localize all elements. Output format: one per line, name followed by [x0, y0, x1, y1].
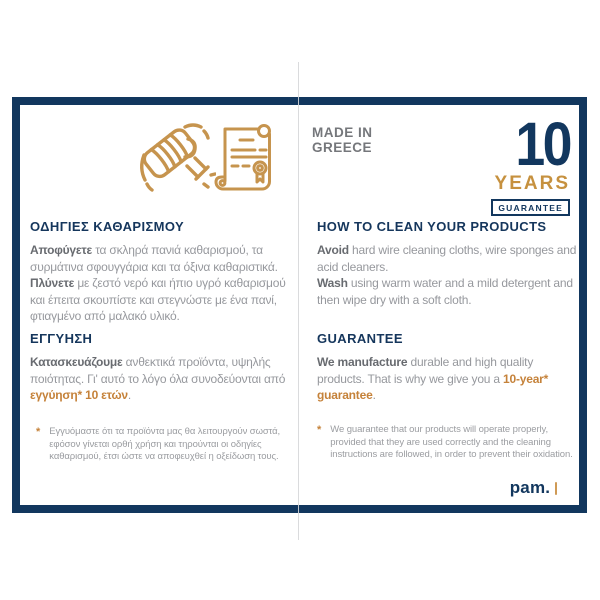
lead-word: Avoid — [317, 243, 349, 257]
paragraph-text: με ζεστό νερό και ήπιο υγρό καθαρισμού και έπειτα σκουπίστε και στεγνώστε με ένα πανί, φτιαγμένο από μαλακό υλικό. — [30, 276, 286, 323]
cleaning-paragraph-1-greek — [30, 242, 302, 275]
brand-dot: . — [545, 478, 550, 497]
pam-logo — [510, 478, 557, 498]
lead-word: Πλύνετε — [30, 276, 75, 290]
period: . — [127, 388, 132, 402]
center-fold-line — [298, 62, 299, 540]
lead-word: Wash — [317, 276, 348, 290]
badge-number: 10 — [515, 110, 570, 178]
footnote-greek — [36, 426, 298, 464]
brand-bar-icon — [555, 482, 557, 495]
footnote-text: We guarantee that our products will operate properly, provided that they are used correctly and the cleaning instructions are followed, in order to prevent their oxidation. — [330, 424, 573, 460]
paragraph-text: τα σκληρά πανιά καθαρισμού, τα συρμάτινα σφουγγάρια και τα όξινα καθαριστικά. — [30, 243, 278, 274]
lead-word: Αποφύγετε — [30, 243, 93, 257]
cleaning-paragraph-1-english — [317, 242, 583, 275]
guarantee-highlight: 10-year* guarantee — [317, 371, 549, 402]
made-in-label — [312, 125, 373, 155]
brand-name: pam — [509, 478, 546, 497]
paragraph-text: durable and high quality products. That is why we give you a — [317, 355, 534, 386]
made-in-line1: MADE IN — [312, 125, 373, 140]
certificate-scroll-icon — [213, 119, 279, 204]
guarantee-highlight: εγγύηση* 10 ετών — [30, 388, 128, 402]
section-cleaning-greek — [30, 219, 302, 325]
cleaning-heading-greek: ΟΔΗΓΙΕΣ ΚΑΘΑΡΙΣΜΟΥ — [30, 219, 185, 234]
made-in-line2: GREECE — [312, 140, 373, 155]
hand-wiping-cloth-icon — [136, 121, 216, 202]
lead-word: Κατασκευάζουμε — [30, 355, 123, 369]
paragraph-text: hard wire cleaning cloths, wire sponges and acid cleaners. — [317, 243, 577, 274]
section-guarantee-greek — [30, 331, 302, 404]
guarantee-heading-english: GUARANTEE — [317, 331, 403, 346]
period: . — [372, 388, 376, 402]
lead-word: We manufacture — [317, 355, 408, 369]
section-guarantee-english — [317, 331, 583, 404]
section-cleaning-english — [317, 219, 583, 308]
guarantee-heading-greek: ΕΓΓΥΗΣΗ — [30, 331, 93, 346]
footnote-english — [317, 424, 583, 462]
guarantee-paragraph-english — [317, 354, 583, 404]
asterisk: * — [36, 426, 41, 438]
cleaning-paragraph-2-english — [317, 275, 583, 308]
asterisk: * — [317, 424, 322, 436]
cleaning-paragraph-2-greek — [30, 275, 302, 325]
paragraph-text: using warm water and a mild detergent and then wipe dry with a soft cloth. — [317, 276, 573, 307]
badge-years-label: YEARS — [494, 173, 570, 194]
paragraph-text: ανθεκτικά προϊόντα, υψηλής ποιότητας. Γι' αυτό το λόγο όλα συνοδεύονται από — [30, 355, 286, 386]
cleaning-heading-english: HOW TO CLEAN YOUR PRODUCTS — [317, 219, 547, 234]
ten-years-guarantee-badge — [491, 110, 570, 216]
footnote-text: Εγγυόμαστε ότι τα προϊόντα μας θα λειτουργούν σωστά, εφόσον γίνεται ορθή χρήση και τηρούνται οι οδηγίες καθαρισμού, έτσι ώστε να αποφευχθεί η οξείδωση τους. — [49, 426, 281, 462]
guarantee-paragraph-greek — [30, 354, 302, 404]
badge-guarantee-label: GUARANTEE — [491, 199, 570, 216]
